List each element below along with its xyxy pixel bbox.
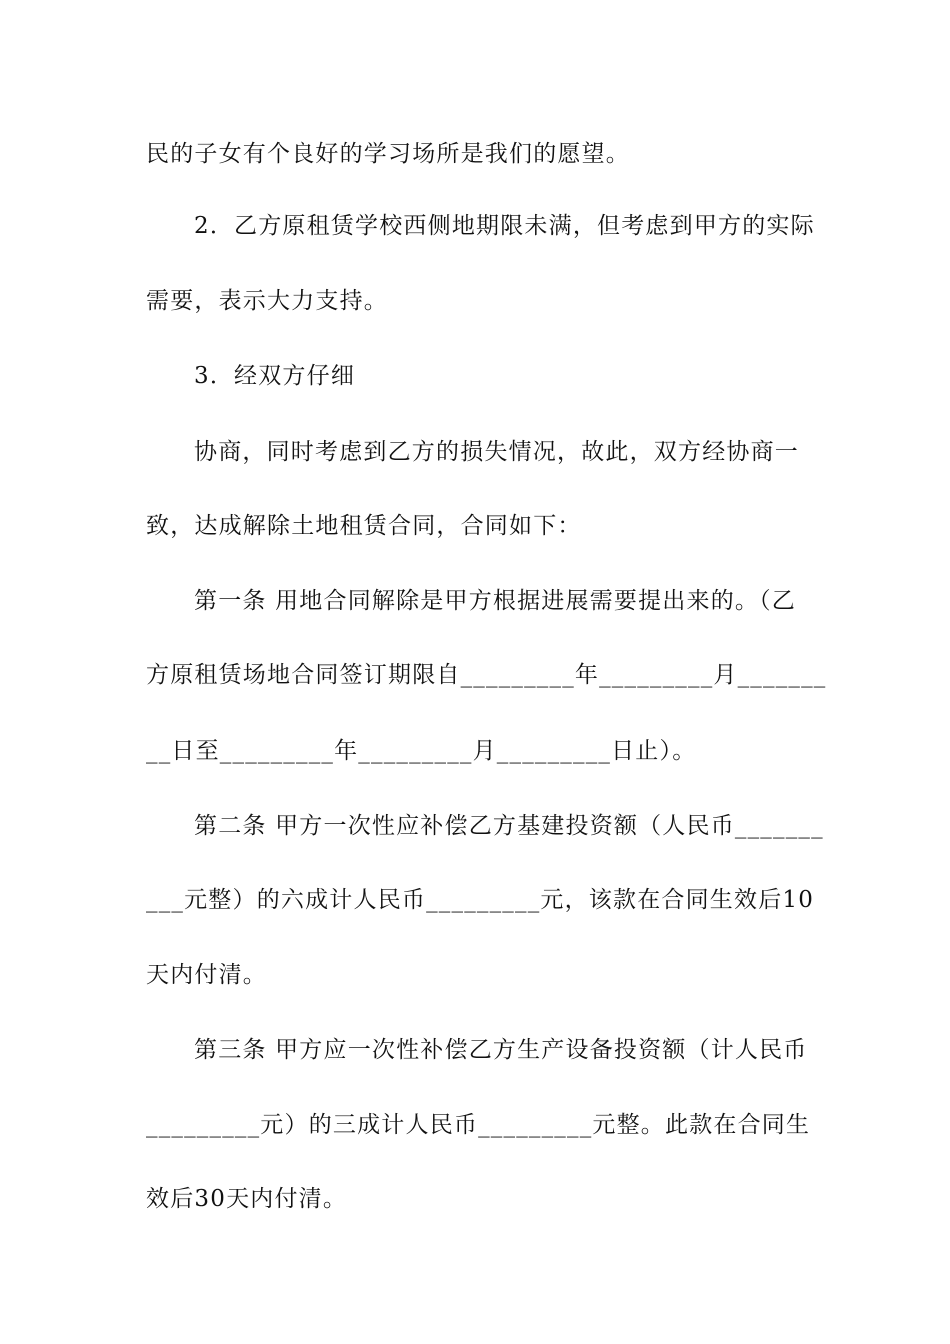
paragraph-line: 3．经双方仔细	[194, 363, 356, 389]
paragraph-line: 效后30天内付清。	[146, 1186, 348, 1212]
paragraph-line: 民的子女有个良好的学习场所是我们的愿望。	[146, 141, 630, 167]
paragraph-line: 致，达成解除土地租赁合同，合同如下：	[146, 513, 582, 539]
paragraph-line: 2．乙方原租赁学校西侧地期限未满，但考虑到甲方的实际	[194, 213, 815, 239]
paragraph-line: 协商，同时考虑到乙方的损失情况，故此，双方经协商一	[194, 439, 799, 465]
paragraph-line: 第二条 甲方一次性应补偿乙方基建投资额（人民币_______	[194, 813, 824, 839]
paragraph-line: 第一条 用地合同解除是甲方根据进展需要提出来的。（乙	[194, 588, 797, 614]
paragraph-line: _________元）的三成计人民币_________元整。此款在合同生	[146, 1112, 811, 1138]
paragraph-line: ___元整）的六成计人民币_________元，该款在合同生效后10	[146, 887, 815, 913]
paragraph-line: 第三条 甲方应一次性补偿乙方生产设备投资额（计人民币	[194, 1037, 808, 1063]
paragraph-line: 方原租赁场地合同签订期限自_________年_________月_______	[146, 662, 827, 688]
paragraph-line: 天内付清。	[146, 962, 267, 988]
paragraph-line: 需要，表示大力支持。	[146, 288, 388, 314]
paragraph-line: __日至_________年_________月_________日止）。	[146, 738, 697, 764]
